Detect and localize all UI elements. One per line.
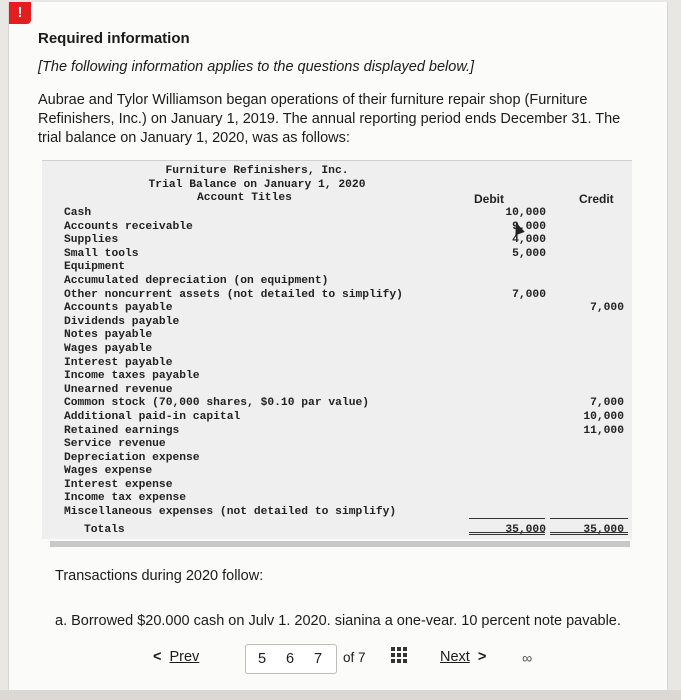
next-label: Next	[440, 649, 470, 665]
tb-credit: 7,000	[590, 397, 624, 410]
grid-icon[interactable]	[391, 647, 407, 663]
tb-credit: 11,000	[583, 424, 624, 437]
tb-row	[64, 275, 629, 289]
link-icon: ∞	[522, 651, 533, 667]
tb-account: Income tax expense	[64, 492, 187, 505]
debit-total-rule	[469, 518, 545, 519]
page-count: of 7	[343, 650, 366, 665]
tb-account: Accounts receivable	[64, 220, 193, 233]
tb-account: Common stock (70,000 shares, $0.10 par value)	[64, 397, 370, 410]
tb-credit: 7,000	[590, 302, 624, 315]
tb-row	[64, 302, 629, 316]
tb-row	[64, 465, 629, 479]
tb-account: Small tools	[64, 247, 139, 260]
required-info-subtitle: [The following information applies to the questions displayed below.]	[38, 59, 475, 75]
tb-account: Accumulated depreciation (on equipment)	[64, 274, 329, 287]
tb-account: Equipment	[64, 261, 126, 274]
tb-row	[64, 479, 629, 493]
chevron-left-icon: <	[153, 649, 162, 665]
tb-debit: 5,000	[512, 247, 546, 260]
tb-account: Interest expense	[64, 478, 173, 491]
tb-row	[64, 384, 629, 398]
tb-row	[64, 438, 629, 452]
tb-account: Cash	[64, 207, 92, 219]
tb-account: Other noncurrent assets (not detailed to simplify)	[64, 288, 403, 301]
tb-row	[64, 411, 629, 425]
prev-label: Prev	[169, 649, 200, 665]
tb-row	[64, 329, 629, 343]
tb-account: Wages payable	[64, 342, 153, 355]
credit-double-rule	[550, 532, 628, 535]
debit-double-rule	[469, 532, 545, 535]
chevron-right-icon: >	[477, 649, 487, 665]
tb-row	[64, 357, 629, 371]
tb-col-credit: Credit	[579, 192, 614, 206]
tb-account: Totals	[84, 523, 125, 536]
tb-row	[64, 492, 629, 506]
tb-col-debit: Debit	[474, 192, 504, 206]
tb-account: Notes payable	[64, 329, 153, 342]
tb-credit: 35,000	[583, 523, 624, 536]
tb-row	[64, 234, 629, 248]
tb-row	[64, 316, 629, 330]
tb-account: Retained earnings	[64, 424, 180, 437]
tb-company: Furniture Refinishers, Inc.	[165, 165, 349, 177]
tb-account: Service revenue	[64, 438, 166, 451]
footer-shade	[0, 690, 681, 700]
tb-debit: 9,000	[512, 220, 546, 233]
tb-row	[64, 221, 629, 235]
page-5[interactable]: 5	[258, 651, 267, 667]
tb-row	[64, 370, 629, 384]
tb-account: Accounts payable	[64, 302, 173, 315]
tb-row	[64, 397, 629, 411]
tb-row	[64, 289, 629, 303]
tb-credit: 10,000	[583, 410, 624, 423]
trial-balance-table	[42, 160, 632, 539]
credit-total-rule	[550, 518, 628, 519]
tb-account: Supplies	[64, 234, 119, 247]
tb-row	[64, 524, 629, 538]
page-7[interactable]: 7	[314, 651, 323, 667]
alert-icon: !	[9, 2, 31, 24]
tb-title: Trial Balance on January 1, 2020	[148, 179, 366, 191]
transaction-a: a. Borrowed $20.000 cash on Julv 1. 2020. sianina a one-vear. 10 percent note pavable.	[55, 613, 621, 629]
next-button[interactable]	[440, 649, 486, 665]
tb-account: Miscellaneous expenses (not detailed to simplify)	[64, 506, 397, 519]
tb-col-account: Account Titles	[197, 192, 292, 204]
prev-button[interactable]	[153, 649, 199, 665]
tb-row	[64, 343, 629, 357]
tb-debit: 4,000	[512, 234, 546, 247]
tb-debit: 10,000	[505, 207, 546, 219]
tb-row	[64, 452, 629, 466]
table-bottom-bar	[50, 541, 630, 547]
page-navigation	[9, 634, 667, 692]
tb-row	[64, 248, 629, 262]
tb-account: Income taxes payable	[64, 370, 200, 383]
tb-debit: 7,000	[512, 288, 546, 301]
tb-debit: 35,000	[505, 523, 546, 536]
tb-account: Interest payable	[64, 356, 173, 369]
tb-account: Additional paid-in capital	[64, 410, 241, 423]
tb-account: Depreciation expense	[64, 451, 200, 464]
tb-account: Unearned revenue	[64, 383, 173, 396]
intro-paragraph: Aubrae and Tylor Williamson began operations of their furniture repair shop (Furniture Refinishers, Inc.) on January 1, 2019. The annual reporting period ends December 31. The trial balance on January 1, 2020, was as follows:	[38, 92, 621, 146]
tb-row	[64, 261, 629, 275]
tb-account: Wages expense	[64, 465, 153, 478]
required-info-title: Required information	[38, 30, 190, 47]
page-6[interactable]: 6	[286, 651, 295, 667]
question-page	[8, 2, 668, 692]
tb-account: Dividends payable	[64, 315, 180, 328]
transactions-label: Transactions during 2020 follow:	[55, 568, 264, 584]
tb-row	[64, 425, 629, 439]
tb-row	[64, 207, 629, 221]
tb-rows	[64, 207, 629, 537]
